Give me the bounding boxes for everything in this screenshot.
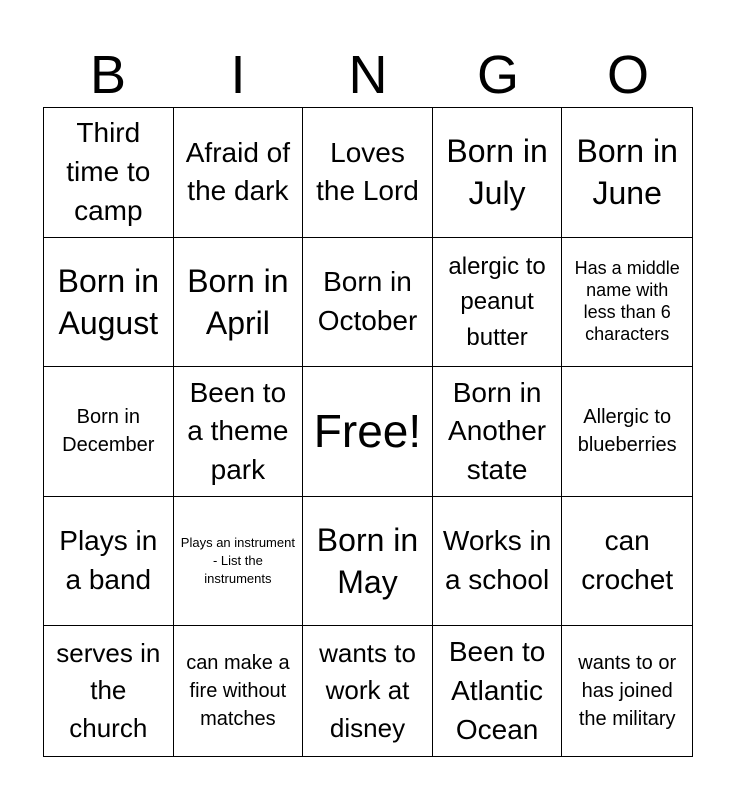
bingo-cell-r1-c2[interactable] xyxy=(174,108,304,238)
bingo-cell-r2-c2[interactable] xyxy=(174,238,304,368)
cell-text: Been to a theme park xyxy=(187,376,289,485)
cell-text: serves in the church xyxy=(56,637,161,744)
bingo-cell-r1-c5[interactable] xyxy=(562,108,692,238)
cell-text: Been to Atlantic Ocean xyxy=(448,636,546,745)
bingo-cell-r1-c4[interactable] xyxy=(433,108,563,238)
bingo-cell-r5-c2[interactable] xyxy=(174,626,304,756)
header-letter-o: O xyxy=(606,45,649,105)
bingo-cell-r2-c4[interactable] xyxy=(433,238,563,368)
cell-text: Born in June xyxy=(576,133,678,212)
bingo-card xyxy=(43,107,693,757)
cell-text: Allergic to blueberries xyxy=(577,406,677,457)
bingo-cell-r1-c1[interactable] xyxy=(44,108,174,238)
bingo-cell-r4-c2[interactable] xyxy=(174,497,304,627)
cell-text: Free! xyxy=(313,404,422,457)
bingo-cell-r5-c5[interactable] xyxy=(562,626,692,756)
bingo-cell-r3-c1[interactable] xyxy=(44,367,174,497)
bingo-cell-r5-c1[interactable] xyxy=(44,626,174,756)
cell-text: Born in July xyxy=(446,133,548,212)
cell-text: alergic to peanut butter xyxy=(448,252,546,351)
header-letter-n: N xyxy=(348,45,388,105)
cell-text: Loves the Lord xyxy=(316,136,419,207)
bingo-cell-r2-c3[interactable] xyxy=(303,238,433,368)
cell-text: Has a middle name with less than 6 characters xyxy=(574,257,680,344)
bingo-cell-r1-c3[interactable] xyxy=(303,108,433,238)
cell-text: Works in a school xyxy=(442,525,552,596)
bingo-cell-r3-c2[interactable] xyxy=(174,367,304,497)
bingo-cell-r3-c5[interactable] xyxy=(562,367,692,497)
cell-text: Born in December xyxy=(62,406,155,457)
bingo-cell-r3-c4[interactable] xyxy=(433,367,563,497)
cell-text: Born in August xyxy=(57,262,159,341)
cell-text: can crochet xyxy=(581,525,674,596)
cell-text: Born in October xyxy=(317,266,418,336)
cell-text: wants to work at disney xyxy=(319,637,416,744)
bingo-cell-r5-c4[interactable] xyxy=(433,626,563,756)
bingo-cell-r5-c3[interactable] xyxy=(303,626,433,756)
cell-text: Born in Another state xyxy=(448,376,547,485)
header-letter-g: G xyxy=(476,45,519,105)
bingo-cell-r4-c4[interactable] xyxy=(433,497,563,627)
cell-text: Born in April xyxy=(187,262,289,341)
cell-text: wants to or has joined the military xyxy=(578,651,677,731)
bingo-header xyxy=(43,44,693,106)
cell-text: Plays an instrument - List the instruments xyxy=(180,534,295,587)
cell-text: Afraid of the dark xyxy=(185,136,291,207)
bingo-cell-r4-c5[interactable] xyxy=(562,497,692,627)
cell-text: Third time to camp xyxy=(66,117,151,226)
cell-text: Born in May xyxy=(316,521,419,601)
bingo-cell-r4-c3[interactable] xyxy=(303,497,433,627)
cell-text: Plays in a band xyxy=(59,525,158,596)
header-letter-b: B xyxy=(89,45,127,105)
bingo-cell-free[interactable] xyxy=(303,367,433,497)
bingo-cell-r2-c1[interactable] xyxy=(44,238,174,368)
cell-text: can make a fire without matches xyxy=(186,651,290,731)
bingo-cell-r2-c5[interactable] xyxy=(562,238,692,368)
header-letter-i: I xyxy=(230,45,246,105)
bingo-cell-r4-c1[interactable] xyxy=(44,497,174,627)
